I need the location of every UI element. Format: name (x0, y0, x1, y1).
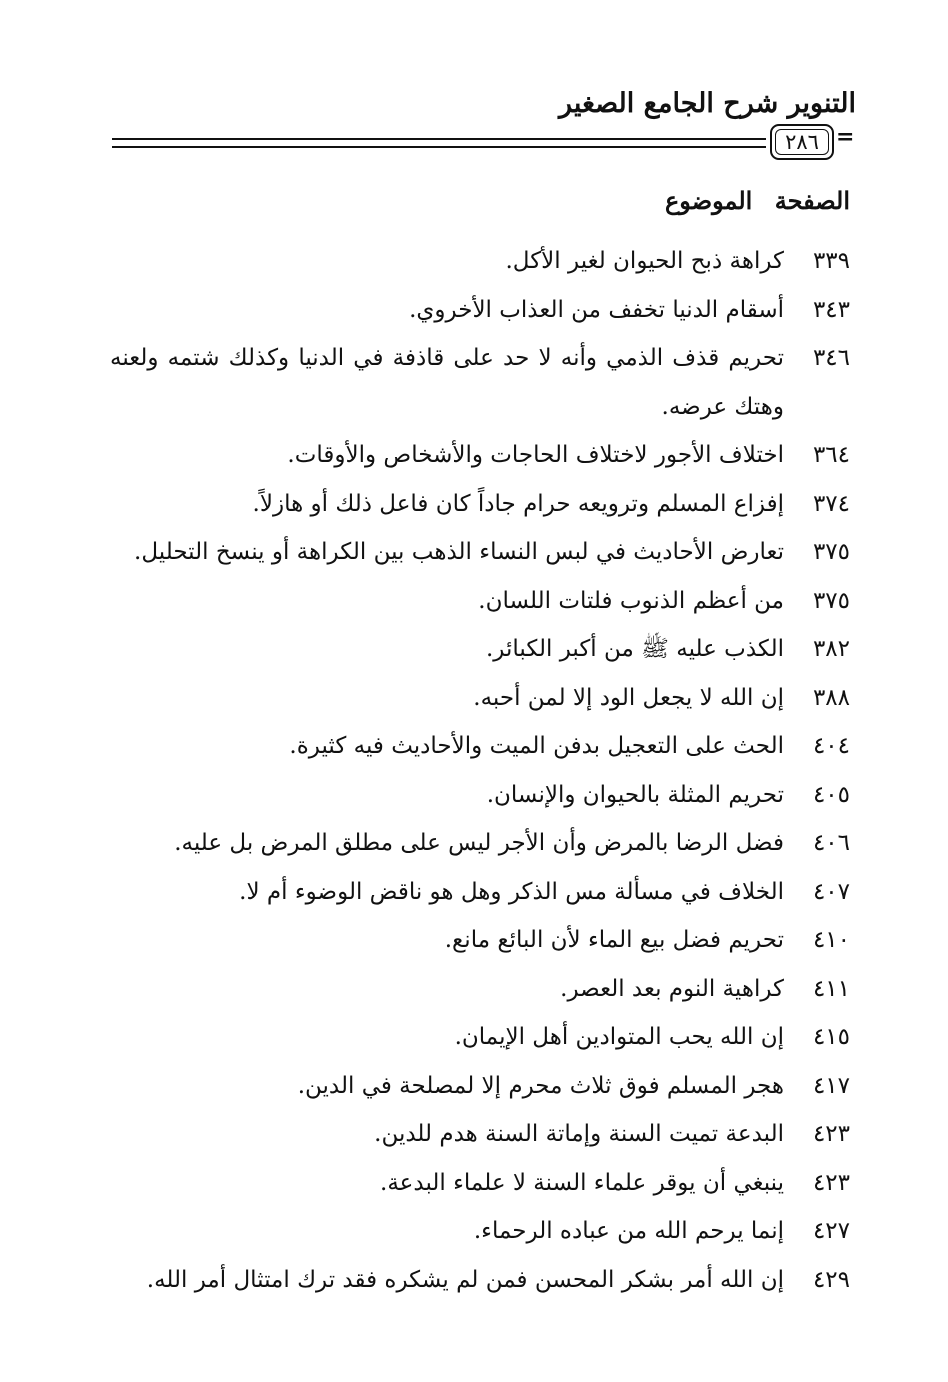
index-entry (110, 431, 850, 480)
entry-page-number: ٣٧٤ (812, 490, 850, 517)
entry-topic: إن الله لا يجعل الود إلا لمن أحبه. (473, 684, 784, 711)
entry-topic: الخلاف في مسألة مس الذكر وهل هو ناقض الوضوء أم لا. (239, 878, 784, 905)
entry-topic: كراهية النوم بعد العصر. (560, 975, 784, 1002)
index-entry (110, 1013, 850, 1062)
index-entry (110, 1256, 850, 1305)
entry-topic: الكذب عليه ﷺ من أكبر الكبائر. (485, 636, 784, 662)
entry-page-number: ٤٢٣ (812, 1121, 850, 1147)
entry-page-number: ٤٢٩ (812, 1266, 850, 1293)
entry-topic: البدعة تميت السنة وإماتة السنة هدم للدين. (374, 1121, 784, 1147)
index-entry (110, 722, 850, 771)
entry-topic: فضل الرضا بالمرض وأن الأجر ليس على مطلق المرض بل عليه. (174, 830, 784, 856)
entry-topic: إفزاع المسلم وترويعه حرام جاداً كان فاعل ذلك أو هازلاً. (252, 490, 784, 517)
entry-topic: ينبغي أن يوقر علماء السنة لا علماء البدعة. (380, 1169, 784, 1196)
index-entry (110, 819, 850, 868)
column-header-topic: الموضوع (664, 186, 753, 215)
running-header-title: التنوير شرح الجامع الصغير (559, 88, 856, 119)
column-header-page: الصفحة (774, 186, 850, 215)
entry-page-number: ٣٤٣ (812, 296, 850, 323)
index-entry (110, 1110, 850, 1159)
entry-topic: كراهة ذبح الحيوان لغير الأكل. (505, 248, 784, 274)
index-entry (110, 771, 850, 820)
entry-topic: تحريم المثلة بالحيوان والإنسان. (486, 781, 784, 808)
index-entry (110, 1159, 850, 1208)
entry-page-number: ٤٠٥ (812, 781, 850, 808)
index-entry (110, 1207, 850, 1256)
entry-page-number: ٣٧٥ (812, 587, 850, 614)
page-number: ٢٨٦ (785, 130, 819, 154)
index-entry (110, 1062, 850, 1111)
entry-page-number: ٤١١ (812, 975, 850, 1002)
entry-page-number: ٣٧٥ (812, 539, 850, 565)
index-entry (110, 480, 850, 529)
index-entry (110, 625, 850, 674)
entry-page-number: ٣٨٨ (812, 684, 850, 711)
index-entry (110, 965, 850, 1014)
entry-topic: إنما يرحم الله من عباده الرحماء. (473, 1218, 784, 1244)
index-entry (110, 528, 850, 577)
entry-topic: إن الله أمر بشكر المحسن فمن لم يشكره فقد ترك امتثال أمر الله. (146, 1266, 784, 1293)
entry-page-number: ٤١٠ (812, 927, 850, 953)
entry-topic: إن الله يحب المتوادين أهل الإيمان. (454, 1024, 784, 1050)
entry-page-number: ٤٠٧ (812, 878, 850, 905)
entry-topic: اختلاف الأجور لاختلاف الحاجات والأشخاص والأوقات. (287, 442, 784, 468)
index-entry (110, 577, 850, 626)
index-entry (110, 674, 850, 723)
entry-page-number: ٤١٧ (812, 1072, 850, 1099)
header-double-rule (112, 138, 766, 148)
entry-page-number: ٣٦٤ (812, 442, 850, 468)
entry-page-number: ٣٤٦ (812, 345, 850, 371)
entry-topic: من أعظم الذنوب فلتات اللسان. (478, 587, 784, 614)
index-entry (110, 334, 850, 431)
index-entry (110, 868, 850, 917)
entry-page-number: ٤٢٣ (812, 1169, 850, 1196)
index-column-headers (665, 186, 850, 215)
index-entry (110, 237, 850, 286)
entry-page-number: ٤١٥ (812, 1024, 850, 1050)
index-entries-list (110, 237, 850, 1304)
index-entry (110, 286, 850, 335)
header-ornament-mark: = (836, 124, 855, 150)
entry-topic: الحث على التعجيل بدفن الميت والأحاديث فيه كثيرة. (289, 733, 784, 759)
entry-topic: تعارض الأحاديث في لبس النساء الذهب بين الكراهة أو ينسخ التحليل. (134, 539, 784, 565)
entry-page-number: ٤٠٦ (812, 830, 850, 856)
entry-page-number: ٤٠٤ (812, 733, 850, 759)
entry-topic: تحريم فضل بيع الماء لأن البائع مانع. (444, 927, 784, 953)
entry-page-number: ٣٨٢ (812, 636, 850, 662)
page-number-box (770, 124, 834, 160)
entry-topic: هجر المسلم فوق ثلاث محرم إلا لمصلحة في الدين. (297, 1072, 784, 1099)
entry-topic: تحريم قذف الذمي وأنه لا حد على قاذفة في الدنيا وكذلك شتمه ولعنه وهتك عرضه. (110, 345, 784, 420)
entry-topic: أسقام الدنيا تخفف من العذاب الأخروي. (409, 296, 784, 323)
entry-page-number: ٤٢٧ (812, 1218, 850, 1244)
index-entry (110, 916, 850, 965)
entry-page-number: ٣٣٩ (812, 248, 850, 274)
